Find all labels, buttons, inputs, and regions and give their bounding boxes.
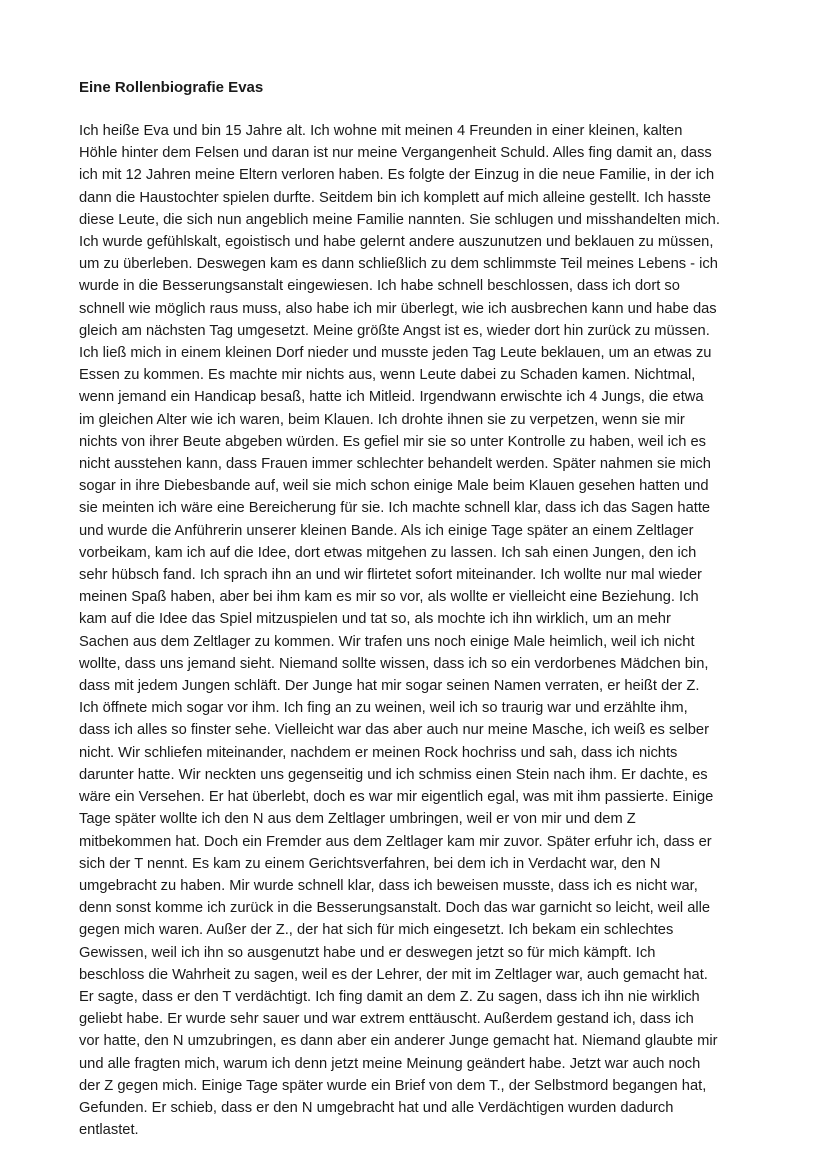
text-line: vorbeikam, kam ich auf die Idee, dort etwas mitgehen zu lassen. Ich sah einen Jungen, den ich [79,544,697,561]
text-line: Ich ließ mich in einem kleinen Dorf nieder und musste jeden Tag Leute beklauen, um an etwas zu [79,345,712,362]
document-title: Eine Rollenbiografie Evas [79,79,264,96]
text-line: und wurde die Anführerin unserer kleinen Bande. Als ich einige Tage später an einem Zeltlager [79,522,694,539]
text-line: denn sonst komme ich zurück in die Besserungsanstalt. Doch das war garnicht so leicht, weil alle [79,900,711,917]
text-line: schnell wie möglich raus muss, also habe ich mir überlegt, wie ich ausbrechen kann und habe das [79,300,717,317]
text-line: nicht ausstehen kann, dass Frauen immer schlechter behandelt werden. Später nahmen sie mich [79,456,711,473]
text-line: vor hatte, den N umzubringen, es dann aber ein anderer Junge gemacht hat. Niemand glaubte mir [79,1033,718,1050]
text-line: mitbekommen hat. Doch ein Fremder aus dem Zeltlager kam mir zuvor. Später erfuhr ich, dass er [79,833,712,850]
text-line: wollte, dass uns jemand sieht. Niemand sollte wissen, dass ich so ein verdorbenes Mädchen bin, [79,655,709,672]
text-line: kam auf die Idee das Spiel mitzuspielen und tat so, als mochte ich ihn wirklich, um an mehr [79,611,671,628]
text-line: wäre ein Versehen. Er hat überlebt, doch es war mir eigentlich egal, was mit ihm passierte. Einige [79,789,714,806]
text-line: nicht. Wir schliefen miteinander, nachdem er meinen Rock hochriss und sah, dass ich nichts [79,744,678,761]
text-line: Ich wurde gefühlskalt, egoistisch und habe gelernt andere auszunutzen und beklauen zu müssen, [79,234,714,251]
text-line: dass ich alles so finster sehe. Vielleicht war das aber auch nur meine Masche, ich weiß es selber [79,722,709,739]
text-line: Er sagte, dass er den T verdächtigt. Ich fing damit an dem Z. Zu sagen, dass ich ihn nie wirklich [79,988,700,1005]
text-line: geliebt habe. Er wurde sehr sauer und war extrem enttäuscht. Außerdem gestand ich, dass ich [79,1011,694,1028]
text-line: Ich heiße Eva und bin 15 Jahre alt. Ich wohne mit meinen 4 Freunden in einer kleinen, kalten [79,123,683,139]
text-line: sich der T nennt. Es kam zu einem Gerichtsverfahren, bei dem ich in Verdacht war, den N [79,855,661,872]
text-line: dann die Haustochter spielen durfte. Seitdem bin ich komplett auf mich alleine gestellt. Ich hasste [79,189,711,206]
document-page [79,76,755,1141]
text-line: gegen mich waren. Außer der Z., der hat sich für mich eingesetzt. Ich bekam ein schlechtes [79,922,674,939]
text-line: diese Leute, die sich nun angeblich meine Familie nannten. Sie schlugen und misshandelten mich. [79,211,720,228]
text-line: umgebracht zu haben. Mir wurde schnell klar, dass ich beweisen musste, dass ich es nicht war, [79,877,698,894]
text-line: Gewissen, weil ich ihn so ausgenutzt habe und er deswegen jetzt so für mich kämpft. Ich [79,944,656,961]
text-line: der Z gegen mich. Einige Tage später wurde ein Brief von dem T., der Selbstmord begangen hat, [79,1077,707,1094]
text-line: Sachen aus dem Zeltlager zu kommen. Wir trafen uns noch einige Male heimlich, weil ich nicht [79,633,695,650]
text-line: Tage später wollte ich den N aus dem Zeltlager umbringen, weil er von mir und dem Z [79,811,636,828]
text-line: ich mit 12 Jahren meine Eltern verloren haben. Es folgte der Einzug in die neue Familie, in der ich [79,167,715,184]
text-line: darunter hatte. Wir neckten uns gegenseitig und ich schmiss einen Stein nach ihm. Er dachte, es [79,766,708,783]
text-line: meinen Spaß haben, aber bei ihm kam es mir so vor, als wollte er vielleicht eine Beziehung. Ich [79,589,699,606]
text-line: im gleichen Alter wie ich waren, beim Klauen. Ich drohte ihnen sie zu verpetzen, wenn sie mir [79,411,685,428]
text-line: dass mit jedem Jungen schläft. Der Junge hat mir sogar seinen Namen verraten, er heißt der Z. [79,678,700,695]
text-line: gleich am nächsten Tag umgesetzt. Meine größte Angst ist es, wieder dort hin zurück zu müssen. [79,322,710,339]
text-line: sie meinten ich wäre eine Bereicherung für sie. Ich machte schnell klar, dass ich das Sagen hatte [79,500,711,517]
body-paragraph [79,120,755,1141]
text-line: beschloss die Wahrheit zu sagen, weil es der Lehrer, der mit im Zeltlager war, auch gemacht hat. [79,966,708,983]
text-line: Höhle hinter dem Felsen und daran ist nur meine Vergangenheit Schuld. Alles fing damit an, dass [79,145,712,162]
text-line: nichts von ihrer Beute abgeben würden. Es gefiel mir sie so unter Kontrolle zu haben, weil ich es [79,433,707,450]
text-line: entlastet. [79,1122,139,1139]
text-line: um zu überleben. Deswegen kam es dann schließlich zu dem schlimmste Teil meines Lebens - ich [79,256,718,273]
text-line: wurde in die Besserungsanstalt eingewiesen. Ich habe schnell beschlossen, dass ich dort so [79,278,680,295]
text-line: Ich öffnete mich sogar vor ihm. Ich fing an zu weinen, weil ich so traurig war und erzählte ihm, [79,700,688,717]
text-line: Gefunden. Er schieb, dass er den N umgebracht hat und alle Verdächtigen wurden dadurch [79,1099,674,1116]
text-line: wenn jemand ein Handicap besaß, hatte ich Mitleid. Irgendwann erwischte ich 4 Jungs, die etwa [79,389,704,406]
text-line: sehr hübsch fand. Ich sprach ihn an und wir flirtetet sofort miteinander. Ich wollte nur mal wieder [79,567,702,584]
text-line: und alle fragten mich, warum ich denn jetzt meine Meinung geändert habe. Jetzt war auch noch [79,1055,701,1072]
text-line: Essen zu kommen. Es machte mir nichts aus, wenn Leute dabei zu Schaden kamen. Nichtmal, [79,367,696,384]
text-line: sogar in ihre Diebesbande auf, weil sie mich schon einige Male beim Klauen gesehen hatten und [79,478,709,495]
